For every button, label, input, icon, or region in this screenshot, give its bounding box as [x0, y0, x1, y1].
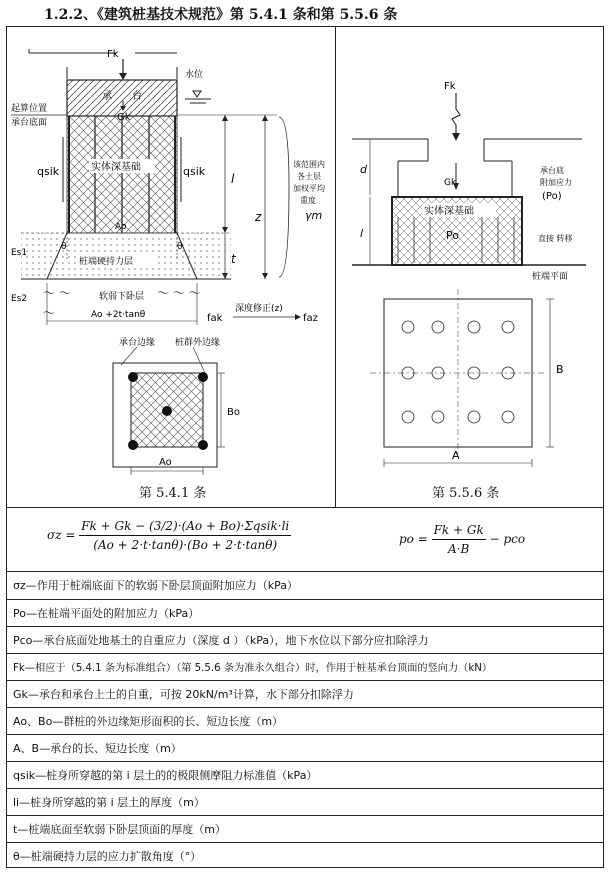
width-expression: Ao +2t·tanθ [91, 310, 146, 320]
b-dim-label: B [556, 363, 564, 376]
t-dim-label: t [231, 252, 236, 266]
po-numerator: Fk + Gk [432, 523, 486, 540]
svg-text:台: 台 [132, 91, 142, 102]
sigma-z-numerator: Fk + Gk − (3/2)·(Ao + Bo)·Σqsik·li [79, 519, 291, 536]
pile-cap [67, 80, 177, 116]
svg-text:加权平均: 加权平均 [293, 184, 325, 193]
ao-plan-label: Ao [159, 457, 172, 468]
svg-text:θ: θ [61, 242, 67, 252]
definition-gk: Gk—承台和承台上土的自重，可按 20kN/m³计算，水下部分扣除浮力 [13, 688, 354, 701]
svg-text:各土层: 各土层 [297, 172, 321, 181]
svg-text:〜 〜 〜: 〜 〜 〜 [157, 286, 201, 300]
water-level-label: 水位 [185, 70, 204, 80]
qsik-right-label: qsik [183, 165, 206, 178]
pile-tip-plane-label: 桩端平面 [532, 272, 569, 282]
transfer-label: 直接 转移 [538, 234, 573, 243]
svg-text:〜 〜: 〜 〜 [43, 286, 71, 300]
section-heading: 1.2.2、《建筑桩基技术规范》第 5.4.1 条和第 5.5.6 条 [44, 7, 398, 23]
definition-t: t—桩端底面至软弱下卧层顶面的厚度（m） [13, 823, 227, 836]
depth-correction-label: 深度修正(z) [235, 304, 283, 314]
l-dim-label: l [231, 172, 235, 186]
definition-qsik: qsik—桩身所穿越的第 i 层土的的极限侧摩阻力标准值（kPa） [13, 769, 318, 782]
po-formula: po = $\frac{Fk + Gk}{A\cdot B}$ − pco [399, 523, 526, 556]
a-dim-label: A [452, 449, 460, 462]
definition-a-b: A、B—承台的长、短边长度（m） [13, 742, 182, 755]
definition-fk: Fk—相应于（5.4.1 条为标准组合）（第 5.5.6 条为准永久组合）时，作用于桩基承台顶面的竖向力（kN） [13, 663, 493, 674]
svg-text:承: 承 [102, 91, 112, 102]
qsik-left-label: qsik [37, 165, 60, 178]
caption-5-4-1: 第 5.4.1 条 [139, 486, 207, 501]
d-dim-label: d [360, 163, 367, 176]
cap-edge-label: 承台边缘 [119, 338, 156, 348]
po-denominator: A·B [448, 542, 470, 556]
svg-text:承台底: 承台底 [540, 166, 564, 175]
solid-foundation-right-label: 实体深基础 [424, 206, 474, 217]
faz-label: faz [303, 313, 318, 324]
caption-5-5-6: 第 5.5.6 条 [432, 486, 500, 501]
figure-5-5-6 [336, 27, 604, 477]
cap-bottom-label: 承台底面 [11, 118, 48, 128]
bearing-layer-label: 桩端硬持力层 [79, 257, 134, 267]
gamma-m-label: γm [305, 209, 323, 222]
svg-text:重度: 重度 [300, 196, 316, 205]
svg-text:该范围内: 该范围内 [293, 160, 325, 169]
definition-po: Po—在桩端平面处的附加应力（kPa） [13, 607, 200, 620]
definition-pco: Pco—承台底面处地基土的自重应力（深度 d ）（kPa），地下水位以下部分应扣除浮力 [13, 634, 429, 647]
svg-text:θ: θ [177, 242, 183, 252]
sigma-z-denominator: (Ao + 2·t·tanθ)·(Bo + 2·t·tanθ) [93, 538, 278, 552]
solid-foundation-label: 实体深基础 [91, 162, 141, 173]
fk-right-label: Fk [444, 81, 456, 92]
definition-theta: θ—桩端硬持力层的应力扩散角度（°） [13, 850, 202, 863]
bo-label: Bo [227, 407, 240, 418]
figure-5-4-1 [7, 27, 335, 477]
po-label: Po [446, 229, 459, 242]
es2-label: Es2 [11, 294, 28, 304]
soft-layer-label: 软弱下卧层 [99, 292, 145, 302]
definition-li: li—桩身所穿越的第 i 层土的厚度（m） [13, 796, 205, 809]
definition-sigma-z: σz—作用于桩端底面下的软弱下卧层顶面附加应力（kPa） [13, 579, 298, 592]
svg-text:附加应力: 附加应力 [540, 178, 572, 187]
ao-top-label: Ao [115, 222, 127, 232]
l-right-label: l [360, 227, 364, 240]
row-divider-figures [7, 507, 603, 508]
pile-group-edge-label: 桩群外边缘 [175, 338, 221, 348]
spec-table [6, 26, 604, 868]
fk-label: Fk [107, 49, 119, 60]
gk-right-label: Gk [444, 178, 457, 188]
es1-label: Es1 [11, 248, 28, 258]
start-position-label: 起算位置 [11, 104, 48, 114]
sigma-z-formula: σz = $\frac{\text{Fk + Gk − (3/2)·(Ao + Bo)·Σqsik·li}}{(Ao + 2\cdot t\cdot\tan\theta)\cdot(Bo + 2\cdot t\cdot\tan\theta)}$ [47, 519, 290, 552]
svg-text:〜: 〜 [43, 306, 56, 320]
z-dim-label: z [255, 210, 262, 224]
definition-ao-bo: Ao、Bo—群桩的外边缘矩形面积的长、短边长度（m） [13, 715, 284, 728]
po-paren-label: (Po) [542, 191, 562, 202]
fak-label: fak [207, 313, 223, 324]
row-divider-formulas [7, 571, 603, 572]
